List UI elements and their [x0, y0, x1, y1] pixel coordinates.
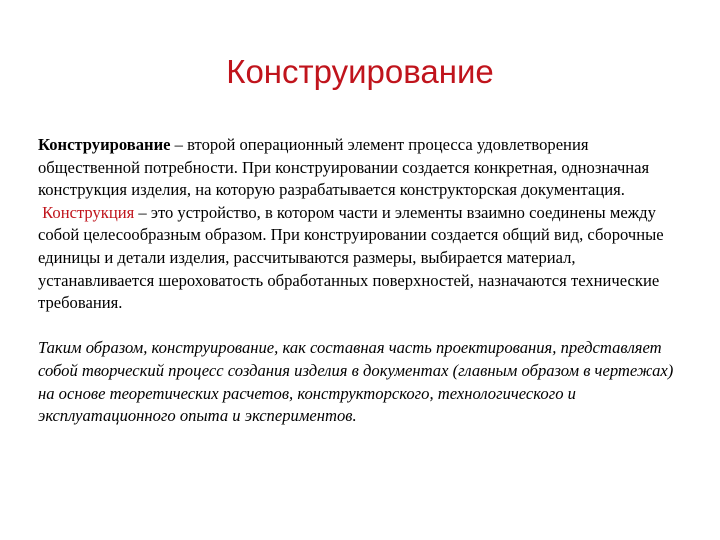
- definition-paragraph-construction: [38, 202, 690, 315]
- slide-body: [38, 134, 690, 428]
- term-konstruirovanie: Конструирование: [38, 135, 171, 154]
- term-konstruktsiya: Конструкция: [42, 202, 135, 222]
- definition-text-1: – второй операционный элемент процесса удовлетворения общественной потребности. При конструировании создается конкретная, однозначная конструкция изделия, на которую разрабатывается конструкторская документация.: [38, 135, 650, 200]
- conclusion-paragraph: Таким образом, конструирование, как составная часть проектирования, представляет собой творческий процесс создания изделия в документах (главным образом в чертежах) на основе теоретических расчетов, конструкторского, технологического и эксплуатационного опыта и экспериментов.: [38, 338, 674, 426]
- slide-title: Конструирование: [226, 53, 494, 90]
- definition-paragraph-construction-process: [38, 134, 690, 202]
- definition-text-2: – это устройство, в котором части и элементы взаимно соединены между собой целесообразным образом. При конструировании создается общий вид, сборочные единицы и детали изделия, рассчитываются размеры, выбирается материал, устанавливается шероховатость обработанных поверхностей, назначаются технические требования.: [38, 202, 664, 313]
- paragraph-spacer: [38, 315, 690, 338]
